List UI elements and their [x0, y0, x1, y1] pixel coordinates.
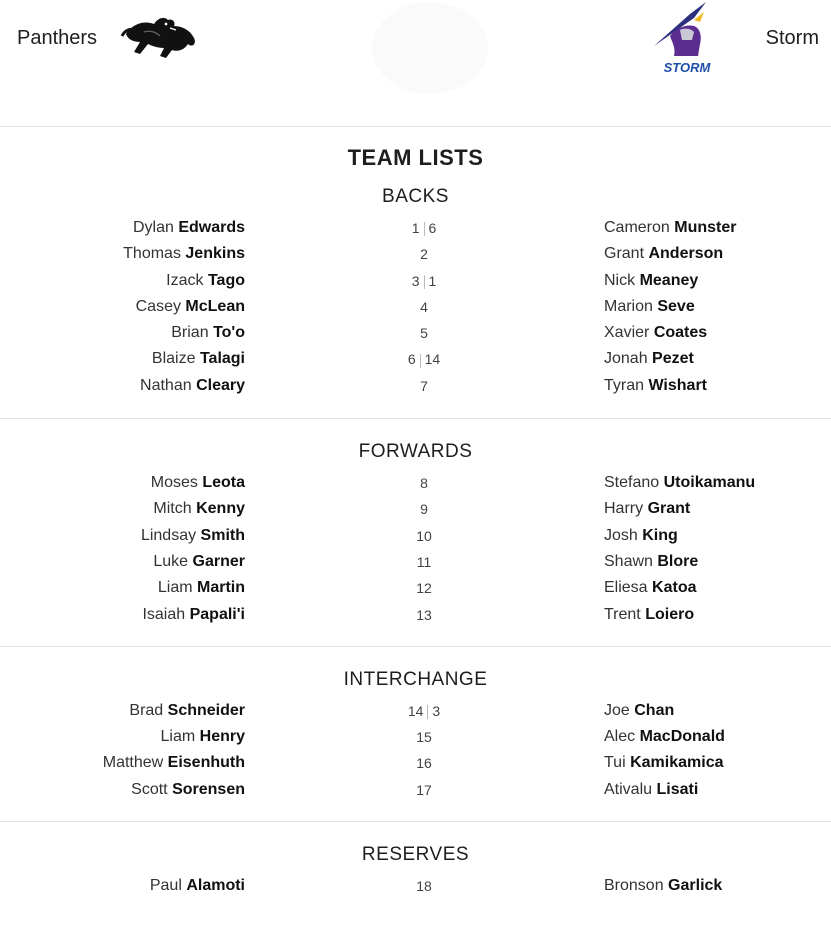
away-player-last-name: Utoikamanu: [663, 474, 756, 492]
section-title: FORWARDS: [358, 441, 473, 463]
home-player-last-name: Martin: [197, 579, 245, 597]
player-row: [0, 496, 831, 522]
home-player[interactable]: [153, 496, 245, 522]
home-jersey-number: 3: [411, 272, 420, 289]
away-player-last-name: King: [642, 526, 678, 544]
player-row: [0, 873, 831, 899]
home-player-last-name: Smith: [200, 526, 245, 544]
away-player-last-name: Blore: [657, 552, 699, 570]
home-player-first-name: Brian: [171, 324, 209, 342]
home-player[interactable]: [142, 602, 245, 628]
home-jersey-number: 9: [420, 501, 428, 518]
home-player[interactable]: [123, 241, 245, 267]
number-separator: [424, 222, 425, 236]
player-row: [0, 777, 831, 803]
away-player-first-name: Jonah: [604, 350, 648, 368]
away-player-first-name: Bronson: [604, 877, 664, 895]
jersey-numbers: [360, 873, 488, 899]
home-player-first-name: Scott: [131, 780, 168, 798]
home-player[interactable]: [158, 575, 245, 601]
away-player-last-name: Meaney: [639, 271, 699, 289]
away-player-last-name: Katoa: [652, 579, 697, 597]
away-player-last-name: Wishart: [648, 376, 707, 394]
storm-logo-icon[interactable]: [650, 0, 718, 80]
away-player-first-name: Ativalu: [604, 780, 653, 798]
player-row: [0, 575, 831, 601]
home-player[interactable]: [103, 750, 245, 776]
player-row: [0, 320, 831, 346]
section-forwards: [0, 419, 831, 647]
home-player[interactable]: [133, 215, 245, 241]
player-row: [0, 241, 831, 267]
team-lists-title: TEAM LISTS: [347, 145, 484, 170]
home-jersey-number: 16: [416, 755, 432, 772]
home-team-name[interactable]: Panthers: [17, 27, 98, 49]
away-player-first-name: Alec: [604, 728, 636, 746]
home-jersey-number: 5: [420, 325, 428, 342]
match-centre-placeholder: [372, 2, 488, 94]
away-player-first-name: Harry: [604, 500, 644, 518]
jersey-numbers: [360, 346, 488, 372]
away-player[interactable]: [604, 549, 698, 575]
jersey-numbers: [360, 777, 488, 803]
home-player-last-name: Kenny: [196, 500, 245, 518]
match-header: [0, 0, 831, 127]
home-player[interactable]: [131, 777, 245, 803]
home-jersey-number: 14: [407, 702, 424, 719]
away-player[interactable]: [604, 470, 755, 496]
away-player-first-name: Stefano: [604, 474, 660, 492]
player-row: [0, 373, 831, 399]
home-player[interactable]: [151, 470, 245, 496]
away-player[interactable]: [604, 575, 696, 601]
home-jersey-number: 11: [416, 553, 432, 570]
away-player[interactable]: [604, 373, 707, 399]
home-player-last-name: Alamoti: [186, 877, 245, 895]
away-player-first-name: Marion: [604, 297, 653, 315]
home-player[interactable]: [152, 346, 245, 372]
away-player-last-name: Lisati: [656, 780, 699, 798]
home-jersey-number: 6: [407, 351, 416, 368]
home-player[interactable]: [136, 294, 245, 320]
jersey-numbers: [360, 496, 488, 522]
storm-logo-text: STORM: [663, 60, 711, 75]
home-jersey-number: 15: [416, 729, 432, 746]
home-jersey-number: 10: [416, 527, 432, 544]
away-player-last-name: Pezet: [652, 350, 694, 368]
away-player-last-name: MacDonald: [639, 728, 725, 746]
away-player[interactable]: [604, 750, 723, 776]
away-player-last-name: Coates: [653, 324, 708, 342]
home-player[interactable]: [140, 373, 245, 399]
home-player-last-name: Talagi: [199, 350, 245, 368]
away-player[interactable]: [604, 873, 722, 899]
away-player-last-name: Anderson: [648, 245, 724, 263]
home-player-last-name: Garner: [192, 552, 245, 570]
away-jersey-number: 3: [432, 702, 441, 719]
player-row: [0, 523, 831, 549]
panthers-logo-icon[interactable]: [120, 14, 200, 60]
away-jersey-number: 1: [428, 272, 437, 289]
player-row: [0, 750, 831, 776]
away-player[interactable]: [604, 496, 690, 522]
away-player[interactable]: [604, 698, 674, 724]
jersey-numbers: [360, 724, 488, 750]
home-player-first-name: Moses: [150, 474, 198, 492]
home-player-last-name: Tago: [207, 271, 245, 289]
jersey-numbers: [360, 241, 488, 267]
home-player[interactable]: [171, 320, 245, 346]
away-player-first-name: Nick: [604, 271, 636, 289]
away-player-first-name: Grant: [604, 245, 645, 263]
home-player[interactable]: [161, 724, 246, 750]
away-player-last-name: Chan: [634, 701, 675, 719]
home-player-first-name: Luke: [153, 552, 189, 570]
home-player-first-name: Paul: [149, 877, 182, 895]
home-player-first-name: Liam: [157, 579, 193, 597]
home-player-last-name: Papali'i: [189, 605, 245, 623]
away-player-first-name: Cameron: [604, 219, 670, 236]
player-row: [0, 268, 831, 294]
jersey-numbers: [360, 575, 488, 601]
home-player-last-name: Edwards: [178, 219, 245, 236]
section-title: RESERVES: [361, 844, 470, 866]
home-player-last-name: To'o: [213, 324, 245, 342]
away-player-last-name: Munster: [674, 219, 737, 236]
away-player[interactable]: [604, 777, 698, 803]
home-player-first-name: Matthew: [102, 754, 164, 772]
home-player-last-name: McLean: [185, 297, 245, 315]
home-player-first-name: Blaize: [151, 350, 196, 368]
jersey-numbers: [360, 549, 488, 575]
home-player-last-name: Schneider: [167, 701, 245, 719]
away-jersey-number: 14: [424, 351, 441, 368]
home-player-last-name: Leota: [202, 474, 245, 492]
away-player-first-name: Shawn: [604, 552, 653, 570]
number-separator: [427, 705, 428, 719]
away-player[interactable]: [604, 346, 694, 372]
player-row: [0, 294, 831, 320]
home-jersey-number: 18: [416, 878, 432, 895]
section-title: BACKS: [382, 186, 449, 207]
player-row: [0, 698, 831, 724]
home-player-first-name: Isaiah: [142, 605, 186, 623]
away-player-last-name: Garlick: [668, 877, 723, 895]
home-player[interactable]: [129, 698, 245, 724]
home-player-first-name: Brad: [129, 701, 164, 719]
away-player-first-name: Eliesa: [604, 579, 648, 597]
away-player-last-name: Loiero: [645, 605, 695, 623]
away-player-first-name: Xavier: [604, 324, 650, 342]
player-row: [0, 549, 831, 575]
away-player[interactable]: [604, 268, 698, 294]
home-player-first-name: Izack: [166, 271, 204, 289]
away-player-first-name: Tui: [604, 754, 626, 772]
jersey-numbers: [360, 373, 488, 399]
away-player-last-name: Seve: [657, 297, 695, 315]
home-player[interactable]: [166, 268, 245, 294]
home-player-last-name: Eisenhuth: [167, 754, 245, 772]
home-player-first-name: Casey: [135, 297, 181, 315]
team-lists: [0, 172, 831, 917]
jersey-numbers: [360, 268, 488, 294]
section-interchange: [0, 647, 831, 822]
away-player-first-name: Trent: [604, 605, 641, 623]
jersey-numbers: [360, 294, 488, 320]
away-player-first-name: Tyran: [604, 376, 645, 394]
home-jersey-number: 12: [416, 580, 432, 597]
home-player-first-name: Dylan: [132, 219, 174, 236]
jersey-numbers: [360, 698, 488, 724]
away-player-first-name: Josh: [604, 526, 638, 544]
player-row: [0, 215, 831, 241]
home-jersey-number: 17: [416, 781, 432, 798]
home-player-last-name: Cleary: [196, 376, 245, 394]
away-team-name[interactable]: Storm: [765, 27, 819, 49]
home-player-first-name: Lindsay: [140, 526, 197, 544]
away-player[interactable]: [604, 241, 723, 267]
away-player[interactable]: [604, 602, 694, 628]
home-player-first-name: Nathan: [140, 376, 192, 394]
player-row: [0, 470, 831, 496]
home-player-last-name: Jenkins: [185, 245, 245, 263]
player-row: [0, 346, 831, 372]
home-jersey-number: 2: [420, 246, 428, 263]
home-player-last-name: Sorensen: [172, 780, 245, 798]
home-player-first-name: Liam: [160, 728, 196, 746]
home-player[interactable]: [153, 549, 245, 575]
home-player[interactable]: [150, 873, 245, 899]
jersey-numbers: [360, 215, 488, 241]
home-jersey-number: 4: [420, 298, 428, 315]
jersey-numbers: [360, 320, 488, 346]
away-player-last-name: Grant: [647, 500, 691, 518]
away-player-last-name: Kamikamica: [630, 754, 724, 772]
player-row: [0, 602, 831, 628]
section-reserves: [0, 822, 831, 917]
home-jersey-number: 1: [411, 220, 420, 236]
section-backs: [0, 172, 831, 419]
player-row: [0, 724, 831, 750]
jersey-numbers: [360, 602, 488, 628]
home-jersey-number: 8: [420, 475, 428, 492]
number-separator: [424, 275, 425, 289]
home-player-last-name: Henry: [199, 728, 245, 746]
away-player[interactable]: [604, 320, 707, 346]
home-jersey-number: 7: [420, 377, 428, 394]
home-player-first-name: Thomas: [123, 245, 181, 263]
section-title: INTERCHANGE: [343, 668, 488, 690]
away-player-first-name: Joe: [604, 701, 630, 719]
number-separator: [420, 354, 421, 368]
away-player[interactable]: [604, 215, 737, 241]
jersey-numbers: [360, 750, 488, 776]
away-player[interactable]: [604, 523, 678, 549]
jersey-numbers: [360, 523, 488, 549]
home-jersey-number: 13: [416, 606, 432, 623]
home-player-first-name: Mitch: [153, 500, 192, 518]
away-player[interactable]: [604, 294, 695, 320]
away-player[interactable]: [604, 724, 725, 750]
jersey-numbers: [360, 470, 488, 496]
home-player[interactable]: [141, 523, 245, 549]
away-jersey-number: 6: [428, 220, 437, 236]
